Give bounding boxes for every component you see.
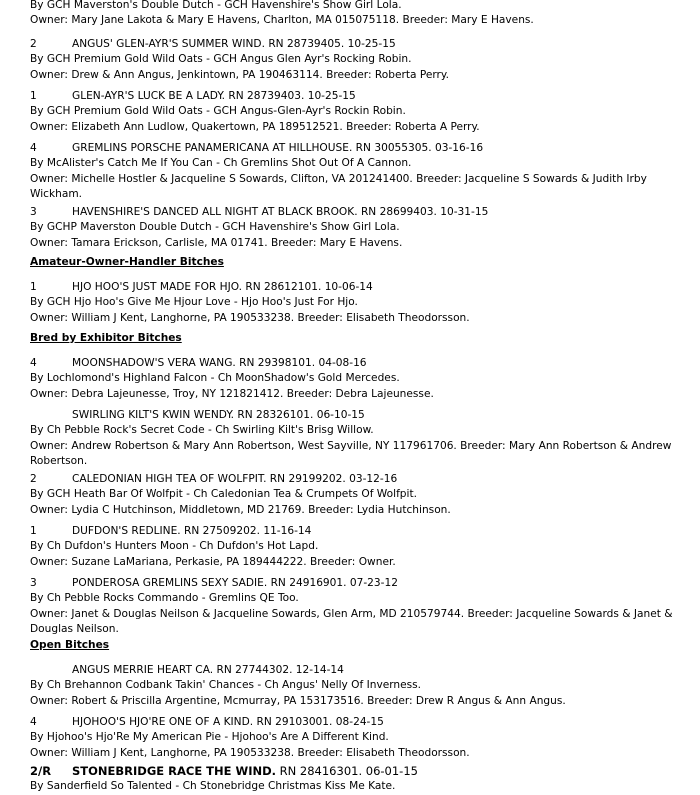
entry [30, 37, 695, 83]
entry-sire-line: By Ch Brehannon Codbank Takin' Chances - Ch Angus' Nelly Of Inverness. [30, 679, 422, 692]
entry [30, 408, 695, 470]
entry [30, 663, 695, 709]
entry [30, 524, 695, 570]
entry [30, 356, 695, 402]
entry-placement: 1 [30, 90, 37, 102]
entry-placement: 1 [30, 281, 37, 293]
entry-sire-line: By Ch Pebble Rock's Secret Code - Ch Swirling Kilt's Brisg Willow. [30, 424, 374, 437]
entry-owner-line: Owner: Robert & Priscilla Argentine, Mcmurray, PA 153173516. Breeder: Drew R Angus & Ann Angus. [30, 694, 566, 707]
entry-name: STONEBRIDGE RACE THE WIND. [72, 764, 277, 778]
entry [30, 715, 695, 761]
entry [30, 280, 695, 326]
entry [30, 576, 695, 638]
entry-title: ANGUS' GLEN-AYR'S SUMMER WIND. RN 28739405. 10-25-15 [72, 38, 396, 50]
entry-sire-line: By Ch Dufdon's Hunters Moon - Ch Dufdon's Hot Lapd. [30, 540, 319, 553]
entry-placement: 4 [30, 142, 37, 154]
entry-placement: 3 [30, 206, 37, 218]
entry-owner-line: Owner: Mary Jane Lakota & Mary E Havens, Charlton, MA 015075118. Breeder: Mary E Havens. [30, 14, 534, 27]
section-heading-open: Open Bitches [30, 639, 110, 651]
entry-sire-line: By GCH Premium Gold Wild Oats - GCH Angus Glen Ayr's Rocking Robin. [30, 53, 412, 66]
entry-owner-line: Owner: Lydia C Hutchinson, Middletown, MD 21769. Breeder: Lydia Hutchinson. [30, 503, 451, 516]
entry-owner-line: Owner: Suzane LaMariana, Perkasie, PA 189444222. Breeder: Owner. [30, 555, 396, 568]
entry-title: GLEN-AYR'S LUCK BE A LADY. RN 28739403. 10-25-15 [72, 90, 356, 102]
entry-title: DUFDON'S REDLINE. RN 27509202. 11-16-14 [72, 525, 312, 537]
entry-title: HAVENSHIRE'S DANCED ALL NIGHT AT BLACK BROOK. RN 28699403. 10-31-15 [72, 206, 489, 218]
entry [30, 205, 695, 251]
entry-placement: 2 [30, 38, 37, 50]
entry-sire-line: By GCH Heath Bar Of Wolfpit - Ch Caledonian Tea & Crumpets Of Wolfpit. [30, 488, 418, 501]
entry-owner-line: Owner: Drew & Ann Angus, Jenkintown, PA 190463114. Breeder: Roberta Perry. [30, 68, 450, 81]
entry-owner-line: Owner: Tamara Erickson, Carlisle, MA 01741. Breeder: Mary E Havens. [30, 236, 403, 249]
entry [30, 141, 695, 203]
entry-registration: RN 28416301. 06-01-15 [276, 764, 418, 778]
entry-sire-line: By GCH Maverston's Double Dutch - GCH Havenshire's Show Girl Lola. [30, 0, 402, 11]
entry [30, 472, 695, 518]
entry-owner-line: Owner: Elizabeth Ann Ludlow, Quakertown, PA 189512521. Breeder: Roberta A Perry. [30, 120, 480, 133]
entry-owner-line: Owner: Debra Lajeunesse, Troy, NY 121821412. Breeder: Debra Lajeunesse. [30, 387, 434, 400]
entry-title: ANGUS MERRIE HEART CA. RN 27744302. 12-14-14 [72, 664, 344, 676]
entry-owner-line: Owner: Andrew Robertson & Mary Ann Robertson, West Sayville, NY 117961706. Breeder: Mary Ann Robertson & Andrew Robertson. [30, 439, 672, 468]
entry-owner-line: Owner: Michelle Hostler & Jacqueline S Sowards, Clifton, VA 201241400. Breeder: Jacqueline S Sowards & Judith Irby Wickham. [30, 172, 647, 201]
entry-title: CALEDONIAN HIGH TEA OF WOLFPIT. RN 29199202. 03-12-16 [72, 473, 398, 485]
entry-owner-line: Owner: William J Kent, Langhorne, PA 190533238. Breeder: Elisabeth Theodorsson. [30, 746, 470, 759]
entry-sire-line: By Lochlomond's Highland Falcon - Ch MoonShadow's Gold Mercedes. [30, 372, 400, 385]
entry-placement: 3 [30, 577, 37, 589]
section-heading-bbe: Bred by Exhibitor Bitches [30, 332, 182, 344]
entry-sire-line: By GCH Hjo Hoo's Give Me Hjour Love - Hjo Hoo's Just For Hjo. [30, 296, 358, 309]
entry-owner-line: Owner: Janet & Douglas Neilson & Jacqueline Sowards, Glen Arm, MD 210579744. Breeder: Jacqueline Sowards & Janet & Douglas Neilson. [30, 607, 673, 636]
entry-sire-line: By McAlister's Catch Me If You Can - Ch Gremlins Shot Out Of A Cannon. [30, 157, 412, 170]
entry-placement: 4 [30, 357, 37, 369]
entry-title: SWIRLING KILT'S KWIN WENDY. RN 28326101. 06-10-15 [72, 409, 365, 421]
entry-featured [30, 764, 695, 795]
entry [30, 89, 695, 135]
section-heading-aoh: Amateur-Owner-Handler Bitches [30, 256, 224, 268]
entry-title: PONDEROSA GREMLINS SEXY SADIE. RN 24916901. 07-23-12 [72, 577, 398, 589]
entry-continued [30, 0, 695, 29]
entry-placement: 1 [30, 525, 37, 537]
entry-owner-line: Owner: William J Kent, Langhorne, PA 190533238. Breeder: Elisabeth Theodorsson. [30, 311, 470, 324]
entry-title: MOONSHADOW'S VERA WANG. RN 29398101. 04-08-16 [72, 357, 367, 369]
entry-placement: 2 [30, 473, 37, 485]
entry-sire-line: By GCHP Maverston Double Dutch - GCH Havenshire's Show Girl Lola. [30, 221, 400, 234]
entry-title: HJO HOO'S JUST MADE FOR HJO. RN 28612101. 10-06-14 [72, 281, 373, 293]
entry-placement: 4 [30, 716, 37, 728]
entry-placement: 2/R [30, 764, 52, 778]
entry-title: GREMLINS PORSCHE PANAMERICANA AT HILLHOUSE. RN 30055305. 03-16-16 [72, 142, 484, 154]
entry-title: HJOHOO'S HJO'RE ONE OF A KIND. RN 29103001. 08-24-15 [72, 716, 384, 728]
entry-sire-line: By Sanderfield So Talented - Ch Stonebridge Christmas Kiss Me Kate. [30, 780, 396, 793]
entry-sire-line: By Ch Pebble Rocks Commando - Gremlins QE Too. [30, 592, 299, 605]
entry-sire-line: By Hjohoo's Hjo'Re My American Pie - Hjohoo's Are A Different Kind. [30, 731, 389, 744]
entry-sire-line: By GCH Premium Gold Wild Oats - GCH Angus-Glen-Ayr's Rockin Robin. [30, 105, 406, 118]
